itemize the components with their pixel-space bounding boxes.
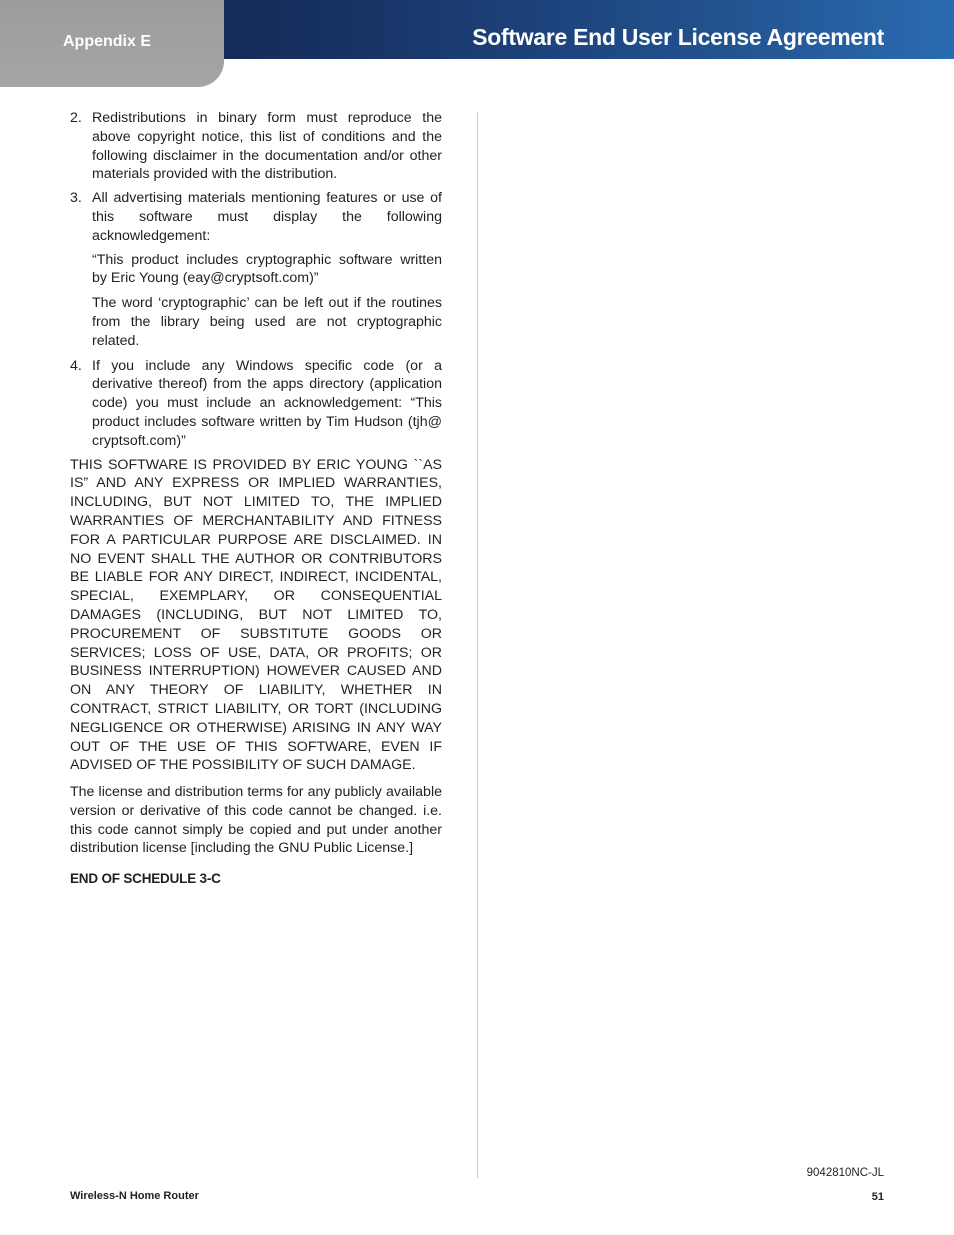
appendix-tab <box>0 0 224 87</box>
footer-product-name: Wireless-N Home Router <box>70 1190 199 1202</box>
list-item <box>70 109 442 184</box>
license-terms-paragraph: The license and distribution terms for any publicly available version or derivative of this code cannot be changed. i.e. this code cannot simply be copied and put under another distribution license [including the GNU Public License.] <box>70 784 442 857</box>
list-item <box>70 189 442 245</box>
list-number: 4. <box>70 357 82 374</box>
list-text: All advertising materials mentioning features or use of this software must display the following acknowledgement: <box>92 190 442 244</box>
appendix-label: Appendix E <box>63 33 152 50</box>
column-divider <box>477 112 478 1178</box>
left-column <box>70 109 442 889</box>
list-number: 2. <box>70 110 82 126</box>
list-text: Redistributions in binary form must reproduce the above copyright notice, this list of conditions and the following disclaimer in the documentation and/or other materials provided with the distribution. <box>92 110 442 183</box>
warranty-disclaimer: THIS SOFTWARE IS PROVIDED BY ERIC YOUNG ``AS IS” AND ANY EXPRESS OR IMPLIED WARRANTIES, INCLUDING, BUT NOT LIMITED TO, THE IMPLIED WARRANTIES OF MERCHANTABILITY AND FITNESS FOR A PARTICULAR PURPOSE ARE DISCLAIMED. IN NO EVENT SHALL THE AUTHOR OR CONTRIBUTORS BE LIABLE FOR ANY DIRECT, INDIRECT, INCIDENTAL, SPECIAL, EXEMPLARY, OR CONSEQUENTIAL DAMAGES (INCLUDING, BUT NOT LIMITED TO, PROCUREMENT OF SUBSTITUTE GOODS OR SERVICES; LOSS OF USE, DATA, OR PROFITS; OR BUSINESS INTERRUPTION) HOWEVER CAUSED AND ON ANY THEORY OF LIABILITY, WHETHER IN CONTRACT, STRICT LIABILITY, OR TORT (INCLUDING NEGLIGENCE OR OTHERWISE) ARISING IN ANY WAY OUT OF THE USE OF THIS SOFTWARE, EVEN IF ADVISED OF THE POSSIBILITY OF SUCH DAMAGE. <box>70 456 442 774</box>
acknowledgement-quote: “This product includes cryptographic software written by Eric Young (eay@cryptsoft.com)” <box>92 251 442 287</box>
page-number: 51 <box>871 1191 884 1203</box>
list-text: If you include any Windows specific code (or a derivative thereof) from the apps directory (application code) you must include an acknowledgement: “This product includes software written by Tim Hudson (tjh@ cryptsoft.com)” <box>92 357 442 449</box>
list-item <box>70 357 442 451</box>
end-of-schedule-heading: END OF SCHEDULE 3-C <box>70 871 221 887</box>
cryptographic-note: The word ‘cryptographic’ can be left out if the routines from the library being used are not cryptographic related. <box>92 295 442 349</box>
page-title: Software End User License Agreement <box>472 24 884 50</box>
document-code: 9042810NC-JL <box>806 1167 884 1179</box>
list-number: 3. <box>70 190 82 207</box>
